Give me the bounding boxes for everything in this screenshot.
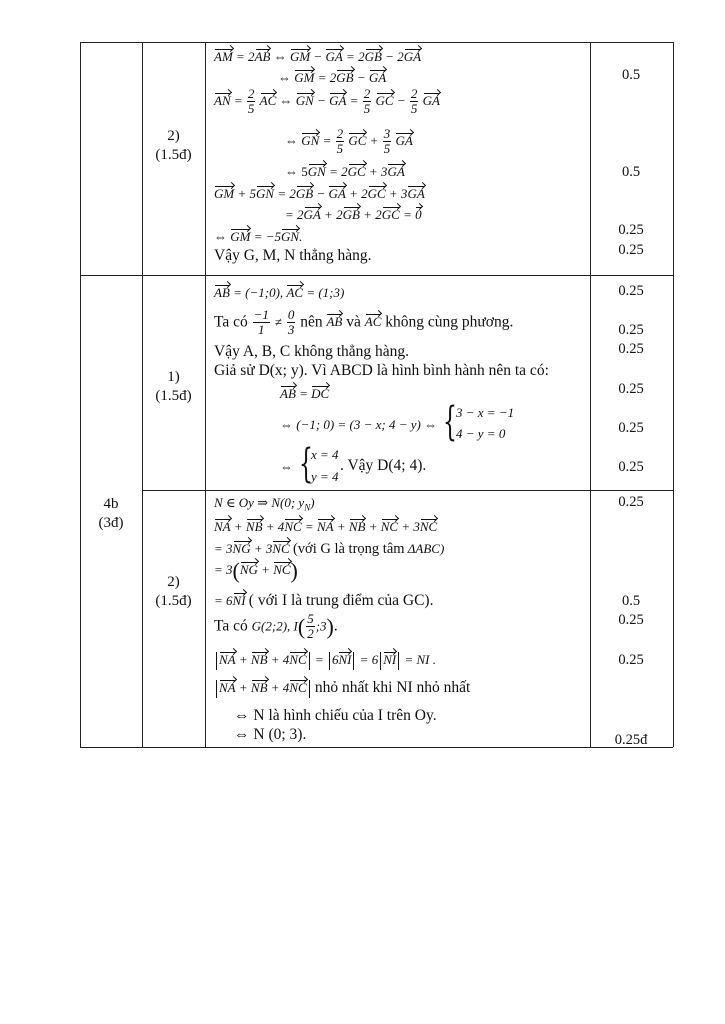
section-label: 2) (1.5đ) [155,128,192,163]
table-border-bottom [80,747,673,748]
table-row-divider [142,490,673,491]
group-label: 4b (3đ) [98,496,124,531]
conclusion-text: . Vậy D(4; 4). [340,457,427,474]
system-eq: 3 − x = −1 [456,405,515,420]
score: 0.25 [618,283,644,299]
score: 0.25 [618,459,644,475]
system-brace: { [443,399,457,445]
score: 0.25 [618,341,644,357]
table-col-divider [205,42,206,747]
score: 0.5 [621,67,641,83]
table-border-right [673,42,674,747]
math-line: ⇔ GN = $\frac{2}{5}$ GC + $\frac{3}{5}$ GA [285,126,413,157]
math-line: NA + NB + 4NC nhỏ nhất khi NI nhỏ nhất [214,680,470,698]
score: 0.25 [618,381,644,397]
system-eq: 4 − y = 0 [456,426,506,441]
conclusion-text: Vậy A, B, C không thẳng hàng. [214,343,410,360]
system-eq: y = 4 [311,469,339,484]
score: 0.25 [618,322,644,338]
math-line: ⇔ 5GN = 2GC + 3GA [285,164,405,179]
answer-table [80,42,673,747]
statement-text: Giả sử D(x; y). Vì ABCD là hình bình hành nên ta có: [214,362,549,379]
math-line: AM = 2AB ⇔ GM − GA = 2GB − 2GA [214,49,422,64]
score: 0.25 [618,420,644,436]
conclusion-text: ⇔ N (0; 3). [234,726,307,743]
score: 0.25 [618,494,644,510]
math-line: = 3NG + 3NC (với G là trọng tâm ΔABC) [214,541,445,557]
math-line: ⇔ GM = −5GN. [214,229,303,244]
score: 0.25 [618,612,644,628]
score: 0.5 [621,593,641,609]
math-line: = 3(NG + NC) [214,558,298,583]
math-line: AB = DC [280,386,330,401]
score: 0.25đ [614,732,648,748]
score: 0.25 [618,242,644,258]
math-line: NA + NB + 4NC = NA + NB + NC + 3NC [214,519,438,534]
math-line: AN = $\frac{2}{5}$ AC ⇔ GN − GA = $\frac{2}{5}$ GC − $\frac{2}{5}$ GA [214,86,440,117]
table-border-left [80,42,81,747]
table-border-top [80,42,673,43]
math-line: N ∈ Oy ⇒ N(0; $y_N$) [214,495,315,513]
math-line: = 2GA + 2GB + 2GC = 0 [285,207,422,222]
math-line: = 6NI ( với I là trung điểm của GC). [214,592,434,609]
math-line: NA + NB + 4NC = 6NI = 6 NI = NI . [214,652,436,670]
conclusion-text: ⇔ N là hình chiếu của I trên Oy. [234,707,437,724]
math-line: Ta có $\frac{-1}{1}$ ≠ $\frac{0}{3}$ nên AB và AC không cùng phương. [214,307,514,338]
math-line: ⇔ [280,459,293,474]
system-eq: x = 4 [311,447,339,462]
conclusion-text: Vậy G, M, N thẳng hàng. [214,247,372,264]
math-line: ⇔ GM = 2GB − GA [278,70,387,85]
section-label: 1) (1.5đ) [155,369,192,404]
math-line: ⇔ (−1; 0) = (3 − x; 4 − y) ⇔ [280,417,438,432]
system-brace: { [299,441,313,487]
table-row-divider [80,275,673,276]
math-line: AB = (−1;0), AC = (1;3) [214,285,345,300]
score: 0.25 [618,222,644,238]
math-line: Ta có G(2;2), I( $\frac{5}{2}$ ;3). [214,611,338,642]
math-line: GM + 5GN = 2GB − GA + 2GC + 3GA [214,186,425,201]
section-label: 2) (1.5đ) [155,574,192,609]
score: 0.5 [621,164,641,180]
score: 0.25 [618,652,644,668]
